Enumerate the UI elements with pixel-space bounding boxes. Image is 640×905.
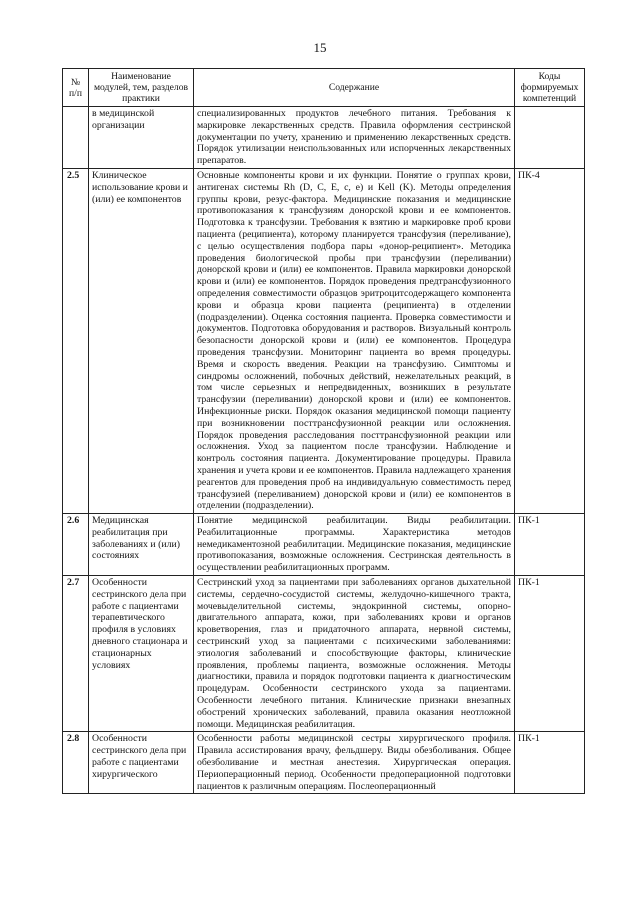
page-number: 15 xyxy=(313,40,327,55)
row-number xyxy=(63,107,89,169)
row-content: Основные компоненты крови и их функции. Понятие о группах крови, антигенах системы Rh (D, C, E, c, e) и Kell (K). Методы определения группы крови, резус-фактора. Медицинские показания и медицинские противопоказания к трансфузиям донорской крови и ее компонентов. Подготовка к трансфузии. Требования к взятию и маркировке проб крови пациента (реципиента), которому планируется трансфузия (переливание), с целью осуществления подбора пары «донор-реципиент». Методика проведения биологической пробы при трансфузии (переливании) донорской крови и (или) ее компонентов. Правила маркировки донорской крови и (или) ее компонентов. Порядок проведения предтрансфузионного определения совместимости образцов эритроцитсодержащего компонента крови и образца крови пациента (реципиента) в отделении (подразделении). Оценка состояния пациента. Проверка совместимости и документов. Подготовка оборудования и растворов. Визуальный контроль безопасности донорской крови и (или) ее компонентов. Процедура проведения трансфузии. Мониторинг пациента во время процедуры. Время и скорость введения. Реакции на трансфузию. Симптомы и синдромы осложнений, побочных действий, нежелательных реакций, в том числе серьезных и непредвиденных, возникших в результате трансфузии (переливании) донорской крови и (или) ее компонентов. Инфекционные риски. Порядок оказания медицинской помощи пациенту при возникновении посттрансфузионной реакции или осложнения. Порядок проведения расследования посттрансфузионной реакции или осложнения. Уход за пациентом после трансфузии. Наблюдение и контроль состояния пациента. Документирование процедуры. Правила хранения и учета крови и ее компонентов. Правила надлежащего хранения реагентов для проведения проб на индивидуальную совместимость перед трансфузией (переливанием) донорской крови и (или) ее компонентов в отделении (подразделении). xyxy=(194,168,515,513)
table-row xyxy=(63,732,585,794)
row-name: Клиническое использование крови и (или) ее компонентов xyxy=(89,168,194,513)
row-content: Понятие медицинской реабилитации. Виды реабилитации. Реабилитационные программы. Характеристика методов немедикаментозной реабилитации. Медицинские показания, медицинские противопоказания, возможные осложнения. Сестринская деятельность в осуществлении реабилитационных программ. xyxy=(194,514,515,576)
table-row xyxy=(63,576,585,732)
row-number: 2.8 xyxy=(63,732,89,794)
row-content: специализированных продуктов лечебного питания. Требования к маркировке лекарственных средств. Правила оформления сестринской документации по учету, хранению и применению лекарственных средств. Порядок утилизации неиспользованных или испорченных лекарственных препаратов. xyxy=(194,107,515,169)
row-name: Особенности сестринского дела при работе с пациентами хирургического xyxy=(89,732,194,794)
row-name: Особенности сестринского дела при работе с пациентами терапевтического профиля в условиях дневного стационара и стационарных условиях xyxy=(89,576,194,732)
row-code: ПК-1 xyxy=(515,732,585,794)
row-content: Особенности работы медицинской сестры хирургического профиля. Правила ассистирования врачу, фельдшеру. Виды обезболивания. Общее обезболивание и местная анестезия. Хирургическая операция. Периоперационный период. Особенности предоперационной подготовки пациентов к различным операциям. Послеоперационный xyxy=(194,732,515,794)
row-name: Медицинская реабилитация при заболеваниях и (или) состояниях xyxy=(89,514,194,576)
header-num: № п/п xyxy=(63,69,89,107)
curriculum-table xyxy=(62,68,585,794)
header-content: Содержание xyxy=(194,69,515,107)
row-number: 2.5 xyxy=(63,168,89,513)
table-row xyxy=(63,168,585,513)
row-code: ПК-4 xyxy=(515,168,585,513)
header-name: Наименование модулей, тем, разделов практики xyxy=(89,69,194,107)
table-row xyxy=(63,514,585,576)
row-number: 2.6 xyxy=(63,514,89,576)
header-codes: Коды формируемых компетенций xyxy=(515,69,585,107)
row-number: 2.7 xyxy=(63,576,89,732)
row-name: в медицинской организации xyxy=(89,107,194,169)
row-code: ПК-1 xyxy=(515,514,585,576)
table-row xyxy=(63,107,585,169)
row-code: ПК-1 xyxy=(515,576,585,732)
table-header-row xyxy=(63,69,585,107)
row-content: Сестринский уход за пациентами при заболеваниях органов дыхательной системы, сердечно-сосудистой системы, желудочно-кишечного тракта, мочевыделительной системы, эндокринной системы, опорно-двигательного аппарата, кожи, при заболеваниях крови и органов кроветворения, глаз и придаточного аппарата, нервной системы, сестринский уход за пациентами с психическими заболеваниями: этиология заболеваний и способствующие факторы, клинические проявления, проблемы пациента, возможные осложнения. Методы диагностики, правила и порядок подготовки пациента к диагностическим процедурам. Особенности сестринского ухода за пациентами. Особенности лечебного питания. Клинические признаки внезапных обострений хронических заболеваний, правила оказания неотложной помощи. Медицинская реабилитация. xyxy=(194,576,515,732)
row-code xyxy=(515,107,585,169)
